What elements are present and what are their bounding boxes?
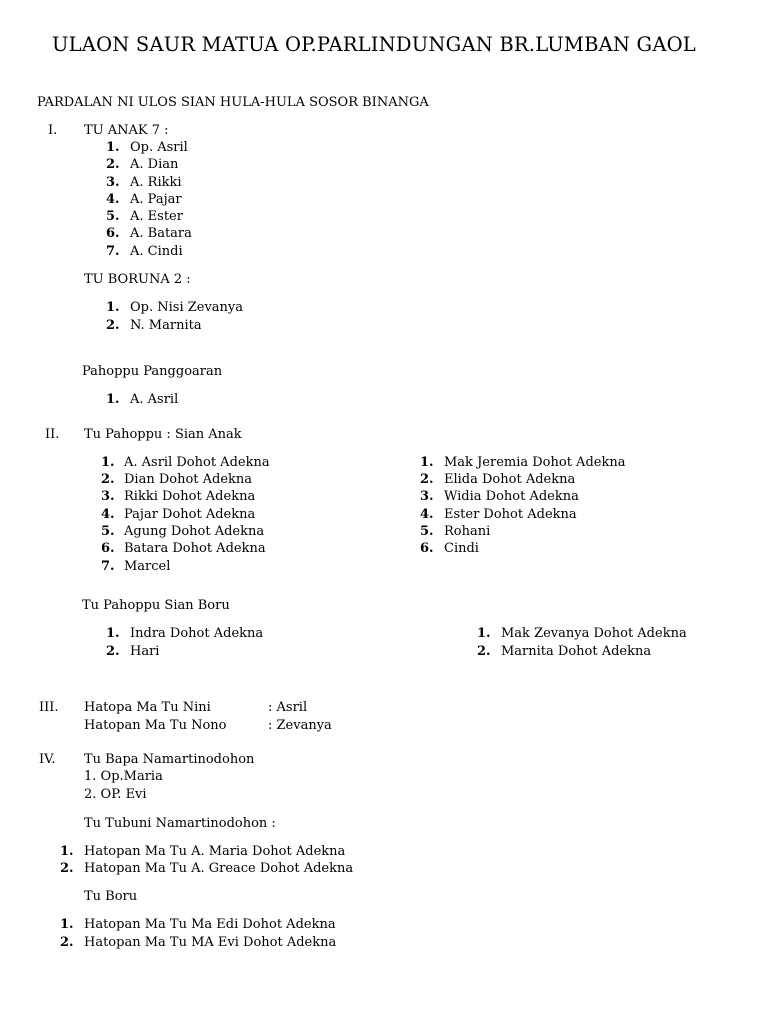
list-item: Marcel bbox=[124, 559, 171, 574]
section-2-heading: Tu Pahoppu : Sian Anak bbox=[84, 427, 242, 442]
list-item: Mak Jeremia Dohot Adekna bbox=[444, 455, 626, 470]
list-item: Hatopan Ma Tu MA Evi Dohot Adekna bbox=[84, 935, 337, 950]
list-item: Dian Dohot Adekna bbox=[124, 472, 253, 487]
list-item: 1. Op.Maria bbox=[84, 769, 163, 784]
list-item: Cindi bbox=[444, 541, 479, 556]
list-item: Marnita Dohot Adekna bbox=[501, 644, 652, 659]
list-item: Op. Nisi Zevanya bbox=[130, 300, 244, 315]
list-item: 2. OP. Evi bbox=[84, 787, 147, 802]
section-2-numeral: II. bbox=[45, 427, 60, 442]
list-item: N. Marnita bbox=[130, 318, 202, 333]
nini-label: Hatopa Ma Tu Nini bbox=[84, 700, 211, 715]
list-item: A. Pajar bbox=[130, 192, 182, 207]
list-item: Widia Dohot Adekna bbox=[444, 489, 579, 504]
list-item: Batara Dohot Adekna bbox=[124, 541, 266, 556]
list-item: Hatopan Ma Tu A. Maria Dohot Adekna bbox=[84, 844, 346, 859]
document-title: ULAON SAUR MATUA OP.PARLINDUNGAN BR.LUMBAN GAOL bbox=[52, 33, 696, 56]
list-item: Op. Asril bbox=[130, 140, 188, 155]
list-item: Hatopan Ma Tu A. Greace Dohot Adekna bbox=[84, 861, 354, 876]
boruna-heading: TU BORUNA 2 : bbox=[84, 272, 191, 287]
pahoppu-boru-heading: Tu Pahoppu Sian Boru bbox=[82, 598, 230, 613]
list-item: A. Rikki bbox=[130, 175, 182, 190]
list-item: A. Ester bbox=[130, 209, 183, 224]
tubuni-heading: Tu Tubuni Namartinodohon : bbox=[84, 816, 276, 831]
list-item: A. Asril Dohot Adekna bbox=[124, 455, 270, 470]
list-item: A. Batara bbox=[130, 226, 192, 241]
list-item: A. Dian bbox=[130, 157, 179, 172]
section-3-numeral: III. bbox=[39, 700, 59, 715]
section-1-numeral: I. bbox=[48, 123, 58, 138]
document-subtitle: PARDALAN NI ULOS SIAN HULA-HULA SOSOR BINANGA bbox=[37, 95, 429, 110]
list-item: Pajar Dohot Adekna bbox=[124, 507, 256, 522]
list-item: Mak Zevanya Dohot Adekna bbox=[501, 626, 687, 641]
pahoppu-panggoaran-heading: Pahoppu Panggoaran bbox=[82, 364, 223, 379]
list-item: Indra Dohot Adekna bbox=[130, 626, 264, 641]
section-4-numeral: IV. bbox=[39, 752, 56, 767]
list-item: Agung Dohot Adekna bbox=[124, 524, 265, 539]
list-item: Hari bbox=[130, 644, 160, 659]
list-item: A. Asril bbox=[130, 392, 179, 407]
list-item: Rikki Dohot Adekna bbox=[124, 489, 256, 504]
nono-label: Hatopan Ma Tu Nono bbox=[84, 718, 227, 733]
nono-value: : Zevanya bbox=[268, 718, 332, 733]
nini-value: : Asril bbox=[268, 700, 308, 715]
section-4-heading: Tu Bapa Namartinodohon bbox=[84, 752, 255, 767]
list-item: A. Cindi bbox=[130, 244, 183, 259]
list-item: Ester Dohot Adekna bbox=[444, 507, 577, 522]
tu-boru-heading: Tu Boru bbox=[84, 889, 138, 904]
list-item: Elida Dohot Adekna bbox=[444, 472, 576, 487]
list-item: Rohani bbox=[444, 524, 491, 539]
section-1-heading: TU ANAK 7 : bbox=[84, 123, 169, 138]
list-item: Hatopan Ma Tu Ma Edi Dohot Adekna bbox=[84, 917, 336, 932]
